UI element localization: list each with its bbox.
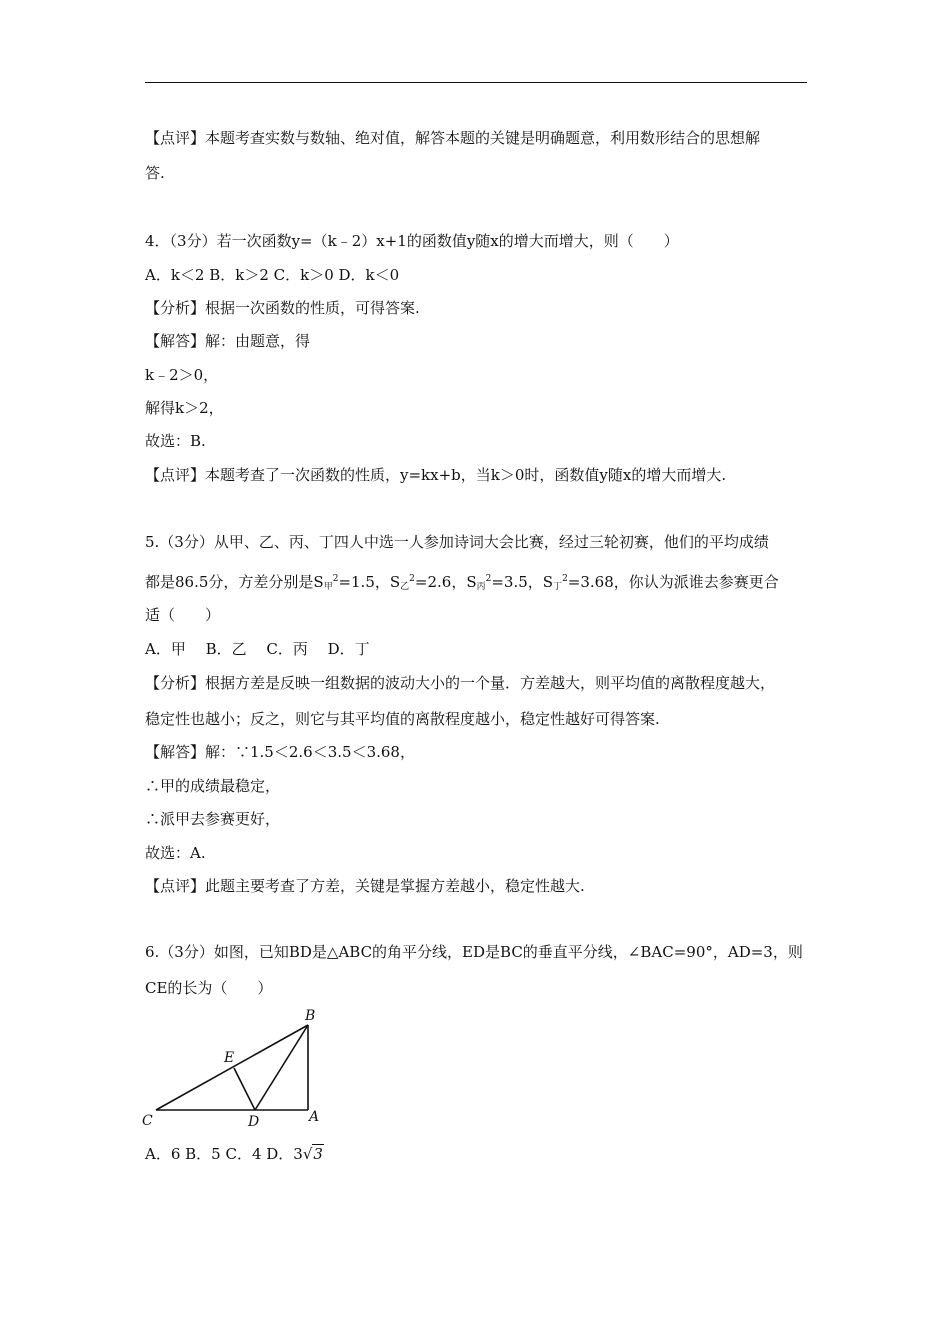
q5-solution-line: 故选：A.	[145, 844, 206, 862]
q5-options: A．甲 B．乙 C．丙 D．丁	[145, 640, 370, 658]
superscript-2: 2	[409, 574, 415, 584]
segment-bd	[255, 1025, 308, 1110]
superscript-2: 2	[562, 574, 568, 584]
q5-stem-line1: 5.（3分）从甲、乙、丙、丁四人中选一人参加诗词大会比赛，经过三轮初赛，他们的平均成绩	[145, 533, 769, 551]
q5-solution-line: ∴派甲去参赛更好，	[145, 810, 281, 828]
q5-analysis-line1: 【分析】根据方差是反映一组数据的波动大小的一个量．方差越大，则平均值的离散程度越大，	[145, 674, 776, 692]
q5-stem-line3: 适（ ）	[145, 606, 221, 624]
label-d: D	[248, 1114, 260, 1130]
q5-text: 都是86.5分，方差分别是S	[145, 573, 324, 591]
header-rule	[145, 82, 807, 83]
triangle-figure	[138, 1004, 328, 1134]
segment-cb	[156, 1025, 308, 1110]
label-b: B	[305, 1008, 316, 1024]
subscript-jia: 甲	[323, 582, 333, 592]
q5-analysis-line2: 稳定性也越小；反之，则它与其平均值的离散程度越小，稳定性越好可得答案.	[145, 710, 660, 728]
q5-text: =2.6，S	[414, 573, 477, 591]
superscript-2: 2	[485, 574, 492, 584]
q6-stem-line2: CE的长为（ ）	[145, 979, 273, 997]
q4-analysis: 【分析】根据一次函数的性质，可得答案.	[145, 299, 420, 317]
radical-sign: √	[302, 1145, 313, 1163]
q5-text: =3.68，你认为派谁去参赛更合	[567, 573, 779, 591]
q5-solution-line: ∴甲的成绩最稳定，	[145, 777, 281, 795]
q4-solution-line: 解得k＞2，	[145, 399, 224, 417]
q5-comment: 【点评】此题主要考查了方差，关键是掌握方差越小，稳定性越大.	[145, 877, 585, 895]
q5-text: =3.5，S	[491, 573, 554, 591]
q6-options	[145, 1144, 324, 1164]
radicand: 3	[313, 1145, 323, 1163]
q4-solution-line: 故选：B.	[145, 432, 206, 450]
q4-stem: 4．（3分）若一次函数y=（k﹣2）x+1的函数值y随x的增大而增大，则（ ）	[145, 232, 679, 250]
subscript-ding: 丁	[553, 582, 563, 592]
q6-stem-line1: 6.（3分）如图，已知BD是△ABC的角平分线，ED是BC的垂直平分线，∠BAC=90°，AD=3，则	[145, 943, 803, 961]
q6-options-text: A．6 B．5 C．4 D．3	[145, 1145, 303, 1163]
segment-ed	[234, 1068, 255, 1110]
subscript-bing: 丙	[476, 582, 486, 592]
q5-text: =1.5，S	[338, 573, 401, 591]
sqrt-expression	[303, 1144, 324, 1164]
q4-comment: 【点评】本题考查了一次函数的性质，y=kx+b，当k＞0时，函数值y随x的增大而增大.	[145, 466, 727, 484]
label-a: A	[309, 1109, 320, 1125]
q4-solution-line: k﹣2＞0，	[145, 366, 219, 384]
q4-solution-line: 【解答】解：由题意，得	[145, 332, 311, 350]
label-e: E	[224, 1050, 235, 1066]
q3-comment-line2: 答.	[145, 164, 165, 182]
q5-stem-line2	[145, 569, 779, 597]
q3-comment-line1: 【点评】本题考查实数与数轴、绝对值，解答本题的关键是明确题意，利用数形结合的思想解	[145, 129, 761, 147]
superscript-2: 2	[332, 574, 339, 584]
q5-solution-line: 【解答】解：∵1.5＜2.6＜3.5＜3.68，	[145, 743, 415, 761]
triangle-lines	[156, 1025, 308, 1110]
label-c: C	[142, 1113, 153, 1129]
subscript-yi: 乙	[400, 582, 410, 592]
q4-options: A．k＜2 B．k＞2 C．k＞0 D．k＜0	[145, 266, 400, 284]
